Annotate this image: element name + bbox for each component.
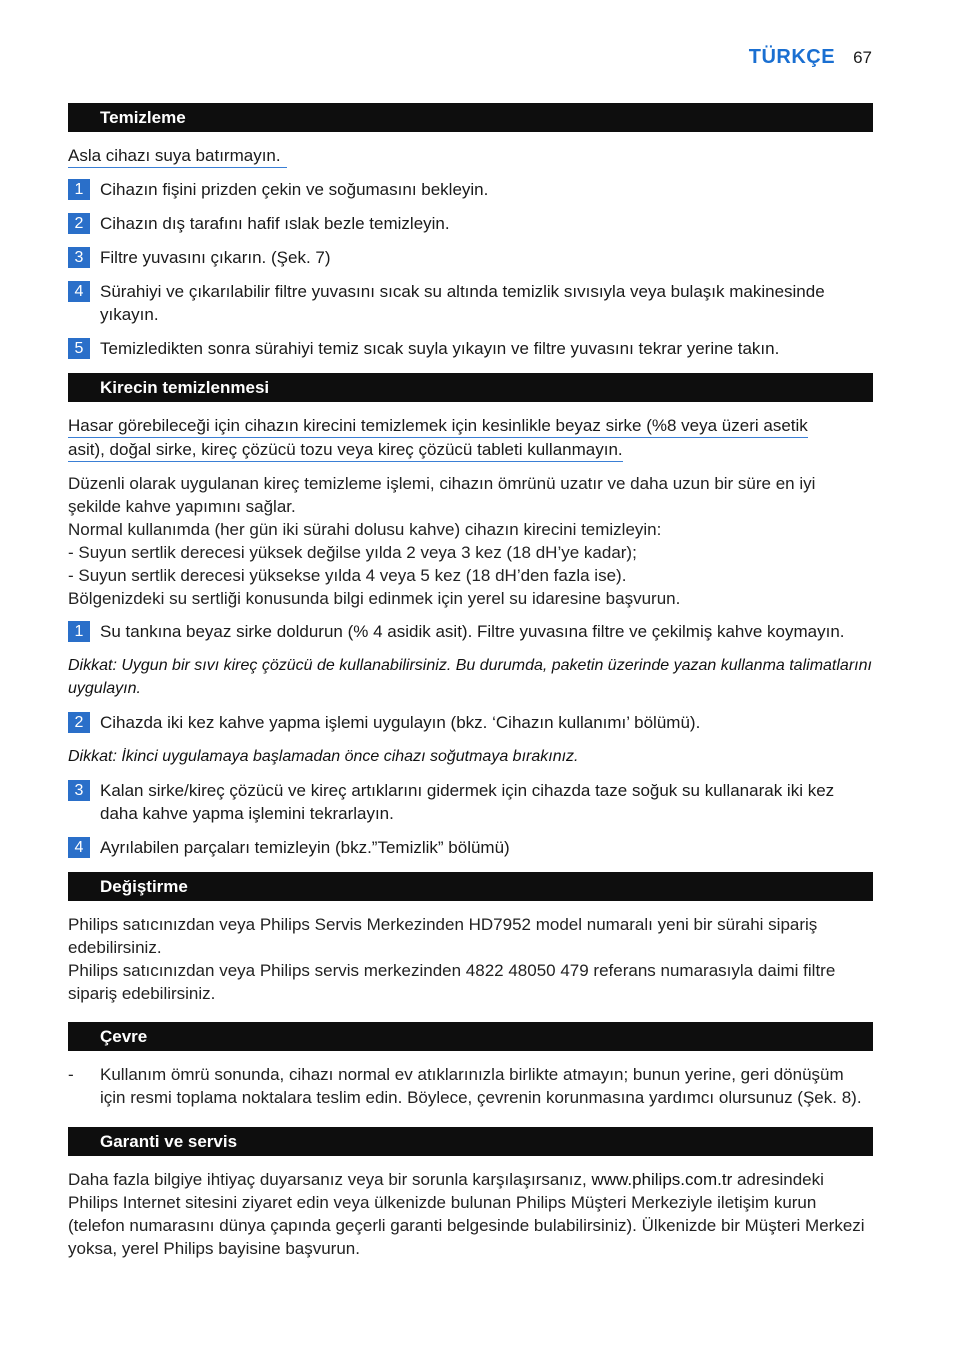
step-number: 1 (68, 621, 90, 642)
cleaning-step-1 (68, 178, 873, 201)
descaling-step-3 (68, 779, 873, 825)
section-title-warranty: Garanti ve servis (68, 1127, 873, 1156)
cleaning-warning-text: Asla cihazı suya batırmayın. (68, 144, 287, 168)
intro-line: Düzenli olarak uygulanan kireç temizleme işlemi, cihazın ömrünü uzatır ve daha uzun bir süre en iyi şekilde kahve yapımını sağlar. (68, 474, 816, 516)
step-text: Temizledikten sonra sürahiyi temiz sıcak suyla yıkayın ve filtre yuvasını tekrar yerine takın. (100, 339, 780, 358)
step-text: Sürahiyi ve çıkarılabilir filtre yuvasını sıcak su altında temizlik sıvısıyla veya bulaşık makinesinde yıkayın. (100, 282, 825, 324)
language-label: TÜRKÇE (748, 46, 836, 68)
environment-text: Kullanım ömrü sonunda, cihazı normal ev atıklarınızla birlikte atmayın; bunun yerine, geri dönüşüm için resmi toplama noktalara teslim edin. Böylece, çevrenin korunmasına yardımcı olursunuz (Şek. 8). (100, 1065, 862, 1107)
step-number: 4 (68, 281, 90, 302)
warranty-text (68, 1168, 873, 1260)
section-title-descaling: Kirecin temizlenmesi (68, 373, 873, 402)
step-text: Kalan sirke/kireç çözücü ve kireç artıklarını gidermek için cihazda taze soğuk su kullanarak iki kez daha kahve yapma işlemini tekrarlayın. (100, 781, 835, 823)
descaling-step-1 (68, 620, 873, 643)
section-title-cleaning: Temizleme (68, 103, 873, 132)
bullet-dash: - (68, 1065, 74, 1084)
step-number: 2 (68, 213, 90, 234)
step-text: Cihazın fişini prizden çekin ve soğumasını bekleyin. (100, 180, 489, 199)
section-title-environment: Çevre (68, 1022, 873, 1051)
step-number: 3 (68, 780, 90, 801)
step-number: 1 (68, 179, 90, 200)
step-number: 3 (68, 247, 90, 268)
page-number: 67 (853, 48, 872, 67)
intro-line: Bölgenizdeki su sertliği konusunda bilgi edinmek için yerel su idaresine başvurun. (68, 589, 681, 608)
step-text: Cihazın dış tarafını hafif ıslak bezle temizleyin. (100, 214, 450, 233)
step-text: Su tankına beyaz sirke doldurun (% 4 asidik asit). Filtre yuvasına filtre ve çekilmiş kahve koymayın. (100, 622, 845, 641)
descaling-note-2: Dikkat: İkinci uygulamaya başlamadan önce cihazı soğutmaya bırakınız. (68, 748, 579, 765)
environment-bullet (68, 1063, 873, 1109)
descaling-step-2 (68, 711, 873, 734)
cleaning-step-2 (68, 212, 873, 235)
descaling-intro (68, 472, 873, 610)
warranty-text-after: adresindeki Philips Internet sitesini ziyaret edin veya ülkenizde bulunan Philips Müşteri Merkeziyle iletişim kurun (telefon numarasını dünya çapında geçerli garanti belgesinde bulabilirsiniz). Ülkenizde bir Müşteri Merkezi yoksa, yerel Philips bayisine başvurun. (68, 1170, 865, 1258)
philips-website-link[interactable]: www.philips.com.tr (591, 1170, 733, 1189)
step-text: Cihazda iki kez kahve yapma işlemi uygulayın (bkz. ‘Cihazın kullanımı’ bölümü). (100, 713, 701, 732)
step-text: Filtre yuvasını çıkarın. (Şek. 7) (100, 248, 331, 267)
intro-line: - Suyun sertlik derecesi yüksek değilse yılda 2 veya 3 kez (18 dH’ye kadar); (68, 543, 637, 562)
step-number: 5 (68, 338, 90, 359)
cleaning-step-5 (68, 337, 873, 360)
warranty-text-before: Daha fazla bilgiye ihtiyaç duyarsanız veya bir sorunla karşılaşırsanız, (68, 1170, 592, 1189)
section-title-replacement: Değiştirme (68, 872, 873, 901)
descaling-warning-line-1: Hasar görebileceği için cihazın kirecini temizlemek için kesinlikle beyaz sirke (%8 veya üzeri asetik (68, 414, 808, 438)
replacement-para-1: Philips satıcınızdan veya Philips Servis Merkezinden HD7952 model numaralı yeni bir sürahi sipariş edebilirsiniz. (68, 915, 818, 957)
descaling-step-4 (68, 836, 873, 859)
descaling-note-1: Dikkat: Uygun bir sıvı kireç çözücü de kullanabilirsiniz. Bu durumda, paketin üzerinde yazan kullanma talimatlarını uygulayın. (68, 657, 872, 697)
intro-line: - Suyun sertlik derecesi yüksekse yılda 4 veya 5 kez (18 dH’den fazla ise). (68, 566, 627, 585)
descaling-warning (68, 414, 873, 462)
replacement-para-2: Philips satıcınızdan veya Philips servis merkezinden 4822 48050 479 referans numarasıyla daimi filtre sipariş edebilirsiniz. (68, 961, 836, 1003)
cleaning-warning (68, 144, 873, 168)
step-number: 4 (68, 837, 90, 858)
descaling-warning-line-2: asit), doğal sirke, kireç çözücü tozu veya kireç çözücü tableti kullanmayın. (68, 438, 623, 462)
step-text: Ayrılabilen parçaları temizleyin (bkz.”Temizlik” bölümü) (100, 838, 510, 857)
cleaning-step-4 (68, 280, 873, 326)
cleaning-step-3 (68, 246, 873, 269)
step-number: 2 (68, 712, 90, 733)
intro-line: Normal kullanımda (her gün iki sürahi dolusu kahve) cihazın kirecini temizleyin: (68, 520, 662, 539)
page-header (749, 46, 872, 69)
page-content (68, 103, 873, 1270)
